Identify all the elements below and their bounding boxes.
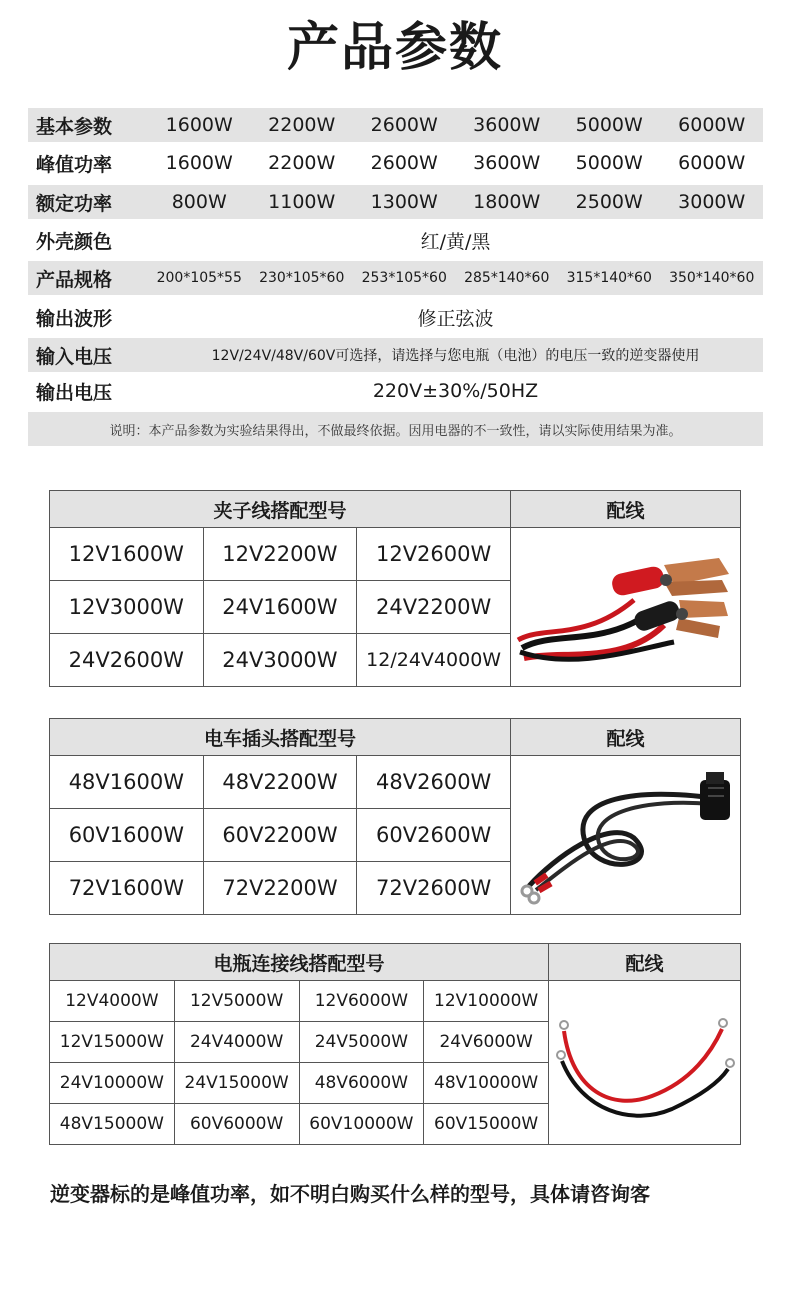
table-header: 电车插头搭配型号 xyxy=(50,719,511,756)
table-header: 夹子线搭配型号 xyxy=(50,491,511,528)
wire-header: 配线 xyxy=(511,719,741,756)
model-cell: 48V15000W xyxy=(50,1104,175,1145)
spec-value: 285*140*60 xyxy=(464,270,550,286)
spec-value: 红/黄/黑 xyxy=(420,230,491,253)
model-cell: 12V4000W xyxy=(50,981,175,1022)
model-cell: 12V10000W xyxy=(424,981,549,1022)
spec-label: 基本参数 xyxy=(36,115,113,138)
ev-plug-wire-image xyxy=(511,756,741,915)
model-cell: 48V2200W xyxy=(203,756,357,809)
spec-row-basic xyxy=(28,108,763,142)
clip-wire-image xyxy=(511,528,741,687)
spec-value: 200*105*55 xyxy=(156,270,242,286)
clip-wire-table xyxy=(49,490,741,687)
model-cell: 24V6000W xyxy=(424,1022,549,1063)
model-cell: 12V1600W xyxy=(50,528,204,581)
spec-value: 1300W xyxy=(370,191,438,213)
spec-value: 2600W xyxy=(370,114,438,136)
spec-value: 1600W xyxy=(165,152,233,174)
spec-value: 3600W xyxy=(473,152,541,174)
spec-value: 253*105*60 xyxy=(361,270,447,286)
model-cell: 12V15000W xyxy=(50,1022,175,1063)
model-cell: 12V3000W xyxy=(50,581,204,634)
spec-label: 输出波形 xyxy=(36,307,113,330)
spec-row-rated xyxy=(28,185,763,219)
model-cell: 60V2200W xyxy=(203,809,357,862)
model-cell: 48V1600W xyxy=(50,756,204,809)
spec-row-waveform xyxy=(28,300,763,334)
spec-label: 峰值功率 xyxy=(36,153,113,176)
model-cell: 72V1600W xyxy=(50,862,204,915)
model-cell: 24V1600W xyxy=(203,581,357,634)
spec-row-output-voltage xyxy=(28,374,763,408)
model-cell: 24V5000W xyxy=(299,1022,424,1063)
disclaimer-note: 说明：本产品参数为实验结果得出，不做最终依据。因用电器的不一致性，请以实际使用结果为准。 xyxy=(28,412,763,446)
spec-value: 5000W xyxy=(575,152,643,174)
spec-value: 3600W xyxy=(473,114,541,136)
spec-label: 外壳颜色 xyxy=(36,230,113,253)
page-title: 产品参数 xyxy=(286,18,503,78)
spec-value: 2600W xyxy=(370,152,438,174)
bottom-notice: 逆变器标的是峰值功率，如不明白购买什么样的型号，具体请咨询客 xyxy=(50,1182,650,1206)
spec-value: 1100W xyxy=(268,191,336,213)
battery-cable-image xyxy=(549,981,741,1145)
model-cell: 24V3000W xyxy=(203,634,357,687)
alligator-clip-icon xyxy=(514,530,738,680)
model-cell: 12V2600W xyxy=(357,528,511,581)
model-cell: 72V2600W xyxy=(357,862,511,915)
model-cell: 60V15000W xyxy=(424,1104,549,1145)
spec-value: 2500W xyxy=(575,191,643,213)
model-cell: 60V2600W xyxy=(357,809,511,862)
model-cell: 24V2600W xyxy=(50,634,204,687)
model-cell: 12V6000W xyxy=(299,981,424,1022)
battery-cable-table xyxy=(49,943,741,1145)
model-cell: 48V6000W xyxy=(299,1063,424,1104)
spec-value: 5000W xyxy=(575,114,643,136)
model-cell: 48V2600W xyxy=(357,756,511,809)
spec-value: 6000W xyxy=(678,152,746,174)
wire-header: 配线 xyxy=(511,491,741,528)
spec-value: 230*105*60 xyxy=(259,270,345,286)
spec-value: 12V/24V/48V/60V可选择，请选择与您电瓶（电池）的电压一致的逆变器使用 xyxy=(211,348,700,364)
spec-value: 350*140*60 xyxy=(669,270,755,286)
model-cell: 48V10000W xyxy=(424,1063,549,1104)
battery-cable-icon xyxy=(552,991,738,1131)
model-cell: 60V10000W xyxy=(299,1104,424,1145)
model-cell: 72V2200W xyxy=(203,862,357,915)
model-cell: 24V10000W xyxy=(50,1063,175,1104)
model-cell: 12V2200W xyxy=(203,528,357,581)
ev-plug-table xyxy=(49,718,741,915)
spec-value: 800W xyxy=(171,191,227,213)
table-header: 电瓶连接线搭配型号 xyxy=(50,944,549,981)
spec-row-input-voltage xyxy=(28,338,763,372)
spec-value: 220V±30%/50HZ xyxy=(372,380,539,402)
spec-value: 2200W xyxy=(268,152,336,174)
spec-value: 3000W xyxy=(678,191,746,213)
spec-value: 315*140*60 xyxy=(566,270,652,286)
model-cell: 60V6000W xyxy=(174,1104,299,1145)
spec-value: 1600W xyxy=(165,114,233,136)
spec-row-color xyxy=(28,223,763,257)
spec-label: 产品规格 xyxy=(36,268,113,291)
ev-plug-icon xyxy=(514,758,738,908)
model-cell: 12/24V4000W xyxy=(357,634,511,687)
wire-header: 配线 xyxy=(549,944,741,981)
model-cell: 24V2200W xyxy=(357,581,511,634)
spec-value: 1800W xyxy=(473,191,541,213)
model-cell: 24V15000W xyxy=(174,1063,299,1104)
spec-label: 输入电压 xyxy=(36,345,113,368)
spec-label: 额定功率 xyxy=(36,192,113,215)
spec-value: 6000W xyxy=(678,114,746,136)
model-cell: 12V5000W xyxy=(174,981,299,1022)
spec-value: 2200W xyxy=(268,114,336,136)
spec-row-size xyxy=(28,261,763,295)
spec-row-peak xyxy=(28,146,763,180)
spec-value: 修正弦波 xyxy=(417,307,494,330)
spec-label: 输出电压 xyxy=(36,381,113,404)
model-cell: 24V4000W xyxy=(174,1022,299,1063)
model-cell: 60V1600W xyxy=(50,809,204,862)
